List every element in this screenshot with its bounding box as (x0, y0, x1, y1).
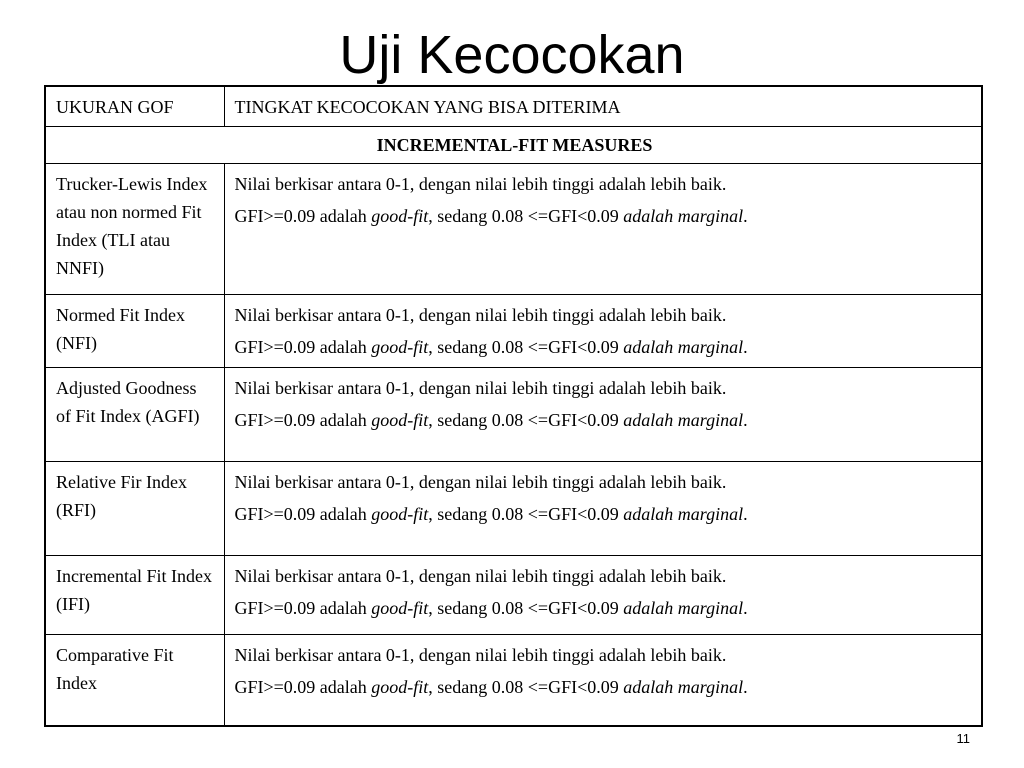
section-title: INCREMENTAL-FIT MEASURES (45, 126, 982, 163)
criteria-line-1: Nilai berkisar antara 0-1, dengan nilai lebih tinggi adalah lebih baik. (234, 644, 727, 665)
criteria-marginal: adalah marginal (623, 503, 744, 524)
table-row (45, 634, 982, 726)
criteria-marginal: adalah marginal (623, 205, 744, 226)
table-header-row (45, 86, 982, 126)
measure-criteria (224, 367, 982, 461)
criteria-good-fit: good-fit (371, 597, 429, 618)
criteria-good-fit: good-fit (371, 503, 429, 524)
measure-criteria (224, 555, 982, 634)
criteria-text: GFI>=0.09 adalah (234, 205, 372, 226)
criteria-text: . (743, 205, 748, 226)
criteria-text: , sedang 0.08 <=GFI<0.09 (428, 676, 624, 697)
criteria-text: , sedang 0.08 <=GFI<0.09 (428, 503, 624, 524)
criteria-text: , sedang 0.08 <=GFI<0.09 (428, 409, 624, 430)
page-number: 11 (956, 731, 970, 746)
table-row (45, 461, 982, 555)
criteria-text: , sedang 0.08 <=GFI<0.09 (428, 205, 624, 226)
criteria-text: GFI>=0.09 adalah (234, 597, 372, 618)
criteria-marginal: adalah marginal (623, 676, 744, 697)
measure-criteria (224, 634, 982, 726)
section-row (45, 126, 982, 163)
criteria-text: . (743, 503, 748, 524)
header-tingkat-kecocokan: TINGKAT KECOCOKAN YANG BISA DITERIMA (224, 86, 982, 126)
measure-name: Adjusted Goodness of Fit Index (AGFI) (45, 367, 224, 461)
criteria-good-fit: good-fit (371, 409, 429, 430)
criteria-text: . (743, 597, 748, 618)
page-title: Uji Kecocokan (339, 25, 685, 85)
criteria-text: GFI>=0.09 adalah (234, 336, 372, 357)
criteria-line-2 (235, 594, 974, 622)
measure-name: Relative Fir Index (RFI) (45, 461, 224, 555)
criteria-text: , sedang 0.08 <=GFI<0.09 (428, 336, 624, 357)
table-row (45, 294, 982, 367)
table-row (45, 163, 982, 294)
criteria-marginal: adalah marginal (623, 336, 744, 357)
criteria-text: GFI>=0.09 adalah (234, 409, 372, 430)
criteria-good-fit: good-fit (371, 676, 429, 697)
table-row (45, 367, 982, 461)
measure-criteria (224, 163, 982, 294)
criteria-marginal: adalah marginal (623, 409, 744, 430)
criteria-text: . (743, 336, 748, 357)
criteria-good-fit: good-fit (371, 336, 429, 357)
criteria-text: . (743, 676, 748, 697)
measure-criteria (224, 294, 982, 367)
measure-name: Incremental Fit Index (IFI) (45, 555, 224, 634)
measure-name: Comparative Fit Index (45, 634, 224, 726)
criteria-line-1: Nilai berkisar antara 0-1, dengan nilai lebih tinggi adalah lebih baik. (234, 377, 727, 398)
measure-name: Trucker-Lewis Index atau non normed Fit Index (TLI atau NNFI) (45, 163, 224, 294)
criteria-line-2 (235, 673, 974, 701)
criteria-line-1: Nilai berkisar antara 0-1, dengan nilai lebih tinggi adalah lebih baik. (234, 471, 727, 492)
criteria-text: GFI>=0.09 adalah (234, 676, 372, 697)
criteria-line-1: Nilai berkisar antara 0-1, dengan nilai lebih tinggi adalah lebih baik. (234, 565, 727, 586)
criteria-line-2 (235, 202, 974, 230)
criteria-text: . (743, 409, 748, 430)
gof-table (44, 85, 983, 727)
criteria-text: , sedang 0.08 <=GFI<0.09 (428, 597, 624, 618)
criteria-line-1: Nilai berkisar antara 0-1, dengan nilai lebih tinggi adalah lebih baik. (234, 173, 727, 194)
criteria-line-1: Nilai berkisar antara 0-1, dengan nilai lebih tinggi adalah lebih baik. (234, 304, 727, 325)
criteria-line-2 (235, 500, 974, 528)
criteria-line-2 (235, 406, 974, 434)
header-ukuran-gof: UKURAN GOF (45, 86, 224, 126)
criteria-marginal: adalah marginal (623, 597, 744, 618)
criteria-good-fit: good-fit (371, 205, 429, 226)
measure-criteria (224, 461, 982, 555)
table-row (45, 555, 982, 634)
measure-name: Normed Fit Index (NFI) (45, 294, 224, 367)
criteria-line-2 (235, 333, 974, 361)
criteria-text: GFI>=0.09 adalah (234, 503, 372, 524)
